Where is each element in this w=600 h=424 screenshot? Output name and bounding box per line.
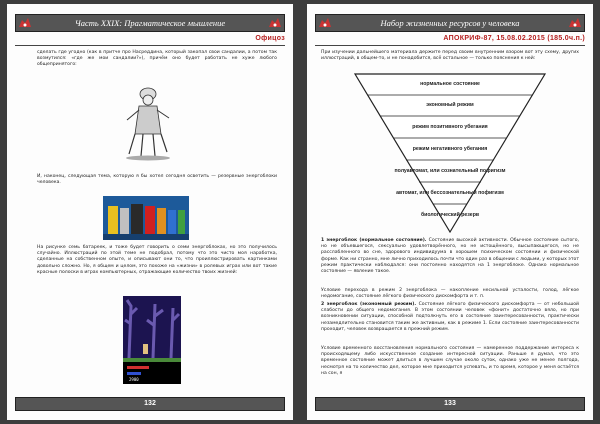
pyramid-level-4: режим негативного убегания: [412, 146, 488, 152]
right-para-3-heading: 2 энергоблок (экономный режим).: [321, 302, 417, 307]
right-para-1-body: Состояние высокой активности. Обычное состояние сытого, но не объевшегося, сексуально удовлетворённого, но не истощённого, высыпающегося, но не расслабленного во сне, здорового индивидуума в хорошем психическом состоянии и физической форме. Как ни странно, мне лично приходилось почти что один раз в общении с людьми, у которых этот режим практически наблюдался: они постоянно находятся на 1 энергоблоке. Однако нормальное состояние — явление такое.: [321, 238, 579, 275]
left-page-number: 132: [15, 397, 285, 411]
right-header-title: Набор жизненных ресурсов у человека: [380, 18, 520, 28]
right-page-number: 133: [315, 397, 585, 411]
game-screenshot: [123, 296, 181, 384]
left-para-2: И, наконец, следующая тема, которую я бы хотел сегодня осветить — резервные энергоблоки человека.: [37, 174, 277, 186]
pyramid-level-2: экономный режим: [426, 102, 474, 108]
left-header-title: Часть XXIX: Прагматическое мышление: [74, 18, 226, 28]
left-para-3: На рисунке семь батареек, и тоже будет говорить о семи энергоблоках, но это получилось случайно. Иллюстраций по этой теме не подобрал, потому что это чисто моя наработка, сделанные на собственном опыте, и описывают они то, что проиллюстрировать картинками довольно сложно. Но, я общем и целом, это похоже на «жизни» в ролевых играх или вот такие красные полоски в играх компьютерных, отражающие количество твоих жизней:: [37, 245, 277, 275]
right-subheader-label: АПОКРИФ-87, 15.08.02.2015 (185.0ч.п.): [443, 35, 585, 42]
batteries-illustration: [103, 196, 189, 240]
right-para-1: [321, 238, 579, 275]
left-page: [7, 4, 293, 420]
right-page-header: [315, 14, 585, 32]
left-page-header: [15, 14, 285, 32]
dragon-logo-icon: [316, 15, 334, 31]
right-para-3-body: Состояние лёгкого физического дискомфорта — от небольшой слабости до общего недомогания. В этом состоянии человек «фонит» достаточно вяло, но при возникновении ситуации, способной подтолкнуть его в состояние заинтересованности, практически незамедлительно становится таким же активным, как в режиме 1. Если состояние заинтересованности проходит, человек возвращается в прежний режим.: [321, 302, 580, 332]
left-subheader: [15, 34, 285, 46]
dragon-logo-icon: [566, 15, 584, 31]
pyramid-level-5: полуавтомат, или сознательный пофигизм: [394, 168, 506, 174]
nasreddin-illustration: [115, 82, 181, 162]
right-para-4: Условие временного восстановления нормального состояния — намеренное поддержание интереса к происходящему либо искусственное создание интересной ситуации. Раньше я думал, что это временное состояние может длиться в лучшем случае около суток, однако уже не менее полгода, несмотря на то количество дел, которое мне приходится успевать, и то время, которое у меня остаётся на сон, я: [321, 346, 579, 376]
pyramid-level-7: биологический резерв: [420, 212, 480, 218]
right-intro: При изучении дальнейшего материала держите перед своим внутренним взором вот эту схему, других иллюстраций, в общем-то, и не понадобится, всё остальное — только пояснения к ней:: [321, 50, 579, 62]
dragon-logo-icon: [266, 15, 284, 31]
right-para-2: Условие перехода в режим 2 энергоблока — накопление несильной усталости, голод, лёгкое недомогание, состояние лёгкого физического дискомфорта и т. п.: [321, 288, 579, 300]
right-para-1-heading: 1 энергоблок (нормальное состояние).: [321, 238, 427, 243]
right-para-3: [321, 302, 579, 333]
pyramid-level-3: режим позитивного убегания: [412, 124, 488, 130]
pyramid-level-1: нормальное состояние: [420, 81, 480, 87]
right-subheader: [315, 34, 585, 46]
svg-text:2900: 2900: [129, 377, 139, 382]
left-para-1: сделать где угодно (как в притче про Насреддина, который закопал свои сандалии, а потом так возмутился: «где же мои сандалии?»), причём оно будет работать не хуже любого общепринятого:: [37, 50, 277, 68]
dragon-logo-icon: [16, 15, 34, 31]
energy-pyramid-diagram: [353, 72, 547, 234]
right-page: [307, 4, 593, 420]
pyramid-level-6: автомат, или бессознательный пофигизм: [396, 190, 504, 196]
left-subheader-label: Офицоз: [255, 35, 285, 42]
